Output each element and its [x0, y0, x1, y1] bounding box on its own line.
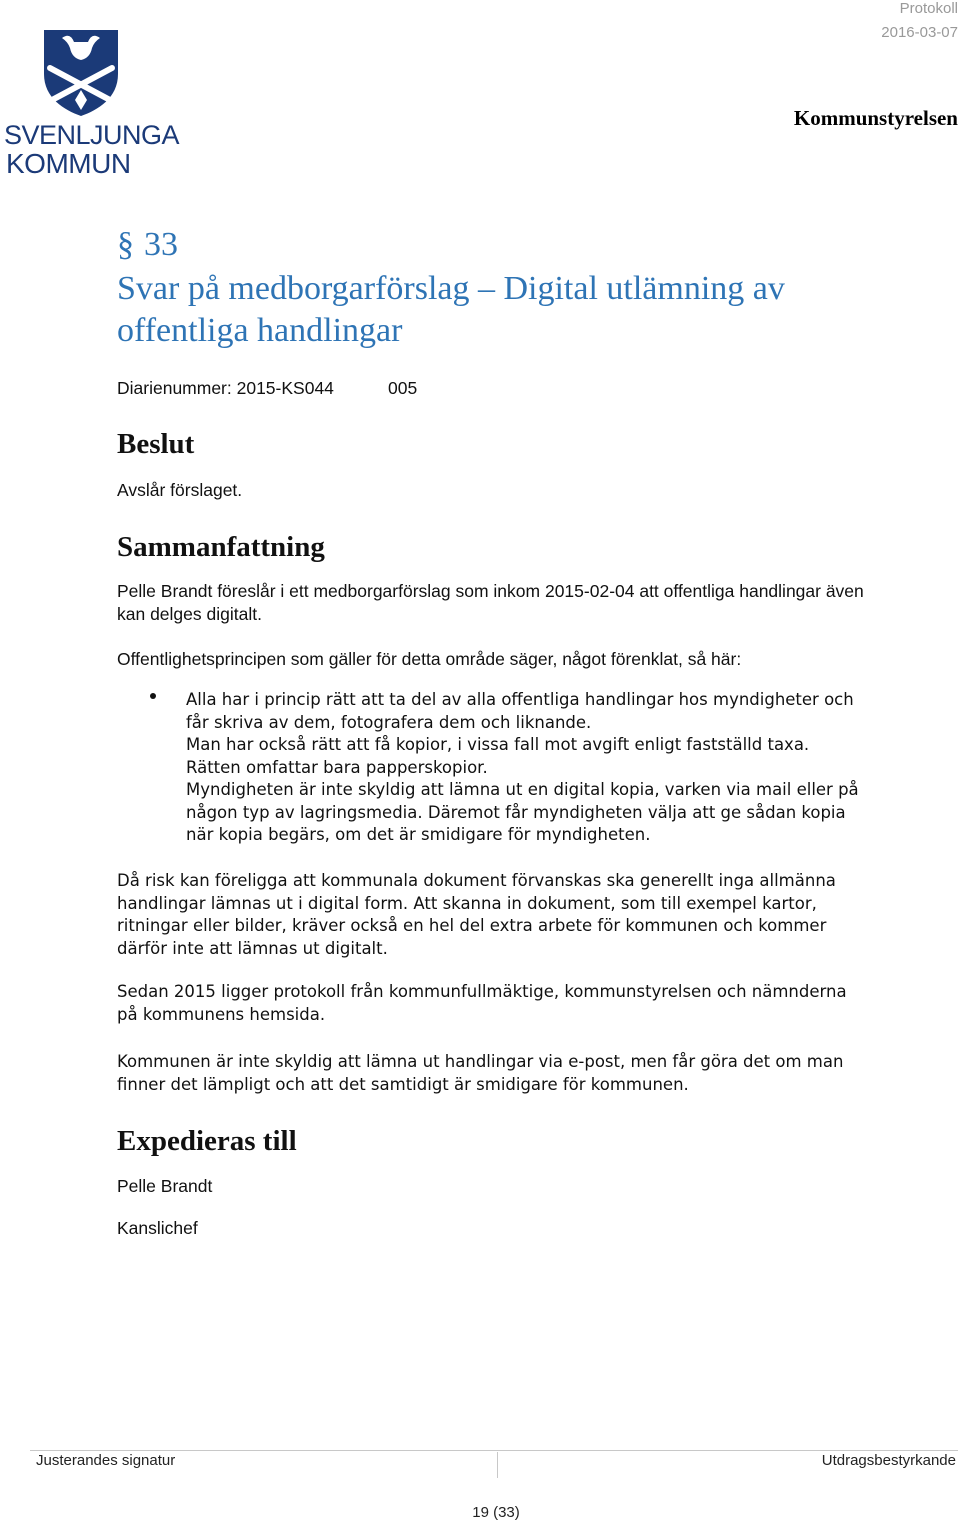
body-paragraph: [117, 1051, 877, 1096]
footer-divider: [30, 1450, 958, 1451]
bullet-line: när kopia begärs, om det är smidigare för myndigheten.: [186, 825, 651, 844]
certification-field-label: Utdragsbestyrkande: [821, 1452, 956, 1469]
paragraph-line: därför inte att lämnas ut digitalt.: [117, 938, 388, 958]
bullet-line: Alla har i princip rätt att ta del av alla offentliga handlingar hos myndigheter och: [186, 690, 854, 709]
body-paragraph: [117, 870, 857, 960]
bullet-line: någon typ av lagringsmedia. Däremot får myndigheten välja att ge sådan kopia: [186, 802, 846, 822]
principle-bullet: [186, 689, 886, 847]
signature-field-label: Justerandes signatur: [36, 1452, 176, 1469]
recipient: Kanslichef: [117, 1218, 198, 1238]
logo-line-1: SVENLJUNGA: [4, 120, 180, 150]
body-paragraph: [117, 981, 877, 1026]
section-symbol: §: [117, 226, 134, 263]
paragraph-line: på kommunens hemsida.: [117, 1004, 326, 1024]
bullet-line: Man har också rätt att få kopior, i vissa fall mot avgift enligt fastställd taxa.: [186, 735, 810, 754]
municipality-logo: [4, 28, 180, 179]
diarie-number: Diarienummer: 2015-KS044: [117, 378, 334, 398]
logo-line-2: KOMMUN: [6, 148, 131, 179]
paragraph-line: finner det lämpligt och att det samtidigt är smidigare för kommunen.: [117, 1074, 689, 1094]
recipient: Pelle Brandt: [117, 1176, 213, 1196]
page-number: 19 (33): [472, 1504, 520, 1521]
summary-paragraph: Pelle Brandt föreslår i ett medborgarförslag som inkom 2015-02-04 att offentliga handlingar även kan delges digitalt.: [117, 581, 864, 624]
paragraph-line: Sedan 2015 ligger protokoll från kommunfullmäktige, kommunstyrelsen och nämnderna: [117, 982, 847, 1001]
bullet-line: Myndigheten är inte skyldig att lämna ut en digital kopia, varken via mail eller på: [186, 780, 859, 799]
bullet-line: Rätten omfattar bara papperskopior.: [186, 757, 488, 777]
page-title: Svar på medborgarförslag – Digital utlämning av offentliga handlingar: [117, 270, 785, 349]
document-date: 2016-03-07: [881, 24, 958, 41]
bullet-icon: [150, 693, 156, 699]
paragraph-line: ritningar eller bilder, kräver också en hel del extra arbete för kommunen och kommer: [117, 916, 827, 935]
paragraph-line: handlingar lämnas ut i digital form. Att skanna in dokument, som till exempel kartor,: [117, 893, 817, 913]
paragraph-line: Kommunen är inte skyldig att lämna ut handlingar via e-post, men får göra det om man: [117, 1052, 844, 1071]
heading-expedieras: Expedieras till: [117, 1125, 297, 1157]
principle-intro: Offentlighetsprincipen som gäller för detta område säger, något förenklat, så här:: [117, 649, 742, 669]
heading-sammanfattning: Sammanfattning: [117, 531, 325, 563]
beslut-text: Avslår förslaget.: [117, 480, 243, 500]
coat-of-arms-icon: [40, 28, 122, 118]
footer-column-divider: [497, 1452, 498, 1478]
diarie-code: 005: [388, 378, 418, 398]
heading-beslut: Beslut: [117, 428, 195, 460]
bullet-line: får skriva av dem, fotografera dem och liknande.: [186, 712, 592, 732]
issuing-body: Kommunstyrelsen: [793, 106, 958, 130]
document-type: Protokoll: [899, 0, 958, 17]
paragraph-line: Då risk kan föreligga att kommunala dokument förvanskas ska generellt inga allmänna: [117, 871, 836, 890]
section-number: 33: [144, 226, 178, 263]
